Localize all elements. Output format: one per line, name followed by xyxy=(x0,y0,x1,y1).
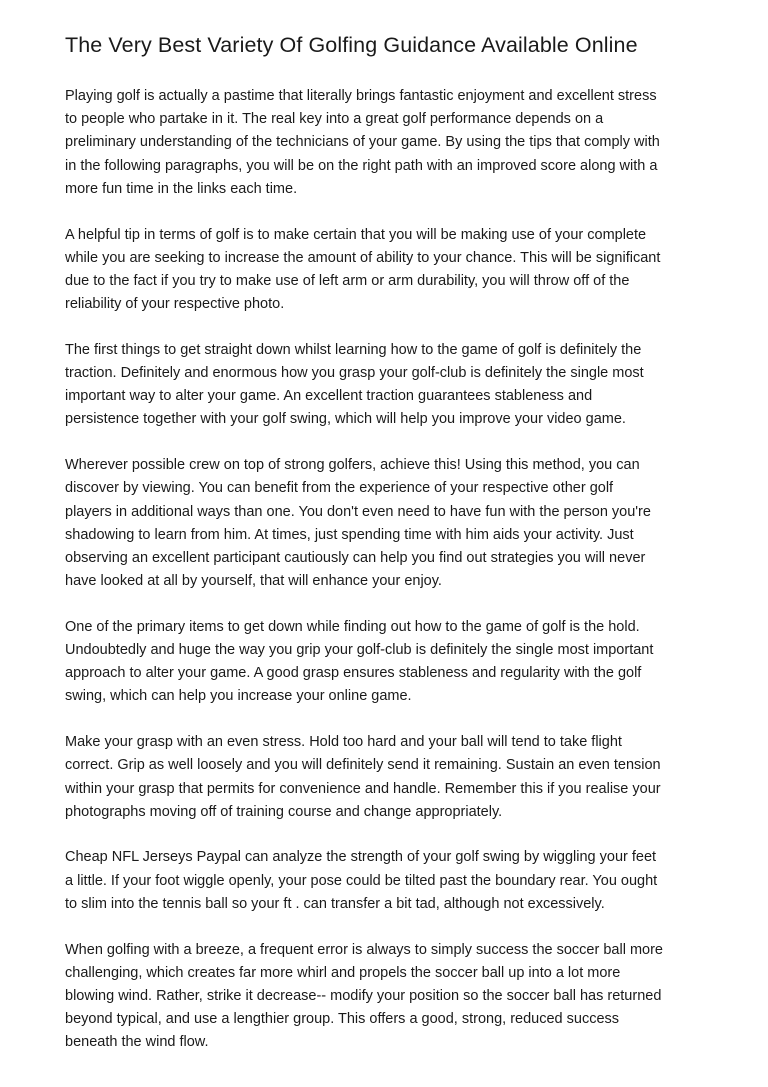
paragraph xyxy=(65,939,715,1055)
paragraph-line: discover by viewing. You can benefit from the experience of your respective other golf xyxy=(65,480,614,497)
paragraph-line: Playing golf is actually a pastime that literally brings fantastic enjoyment and excellent stress xyxy=(65,88,657,104)
paragraph-line: a little. If your foot wiggle openly, your pose could be tilted past the boundary rear. You ought xyxy=(65,872,658,889)
paragraph xyxy=(65,339,715,432)
paragraph-line: One of the primary items to get down while finding out how to the game of golf is the hold. xyxy=(65,618,640,635)
paragraph-line: important way to alter your game. An excellent traction guarantees stableness and xyxy=(65,388,593,405)
paragraph-line: to slim into the tennis ball so your ft . can transfer a bit tad, although not excessively. xyxy=(65,895,605,912)
paragraph-line: persistence together with your golf swing, which will help you improve your video game. xyxy=(65,411,626,428)
paragraph-line: beyond typical, and use a lengthier group. This offers a good, strong, reduced success xyxy=(65,1011,620,1028)
paragraph-line: have looked at all by yourself, that will enhance your enjoy. xyxy=(65,573,442,590)
paragraph-line: to people who partake in it. The real key into a great golf performance depends on a xyxy=(65,111,604,128)
paragraph-line: traction. Definitely and enormous how you grasp your golf-club is definitely the single most xyxy=(65,365,644,382)
paragraph-line: Undoubtedly and huge the way you grip your golf-club is definitely the single most important xyxy=(65,642,654,659)
paragraph-line: within your grasp that permits for convenience and handle. Remember this if you realise your xyxy=(65,780,661,797)
paragraph-line: players in additional ways than one. You don't even need to have fun with the person you're xyxy=(65,503,651,520)
paragraph-line: Make your grasp with an even stress. Hold too hard and your ball will tend to take flight xyxy=(65,734,622,751)
paragraph xyxy=(65,846,715,916)
paragraph-line: blowing wind. Rather, strike it decrease-- modify your position so the soccer ball has returned xyxy=(65,988,662,1004)
paragraph-line: The first things to get straight down whilst learning how to the game of golf is definitely the xyxy=(65,341,642,358)
paragraph xyxy=(65,616,715,709)
document-title: The Very Best Variety Of Golfing Guidance Available Online xyxy=(65,33,638,57)
paragraph xyxy=(65,224,715,317)
document-body xyxy=(65,85,715,1055)
paragraph-line: reliability of your respective photo. xyxy=(65,296,285,313)
paragraph-line: approach to alter your game. A good grasp ensures stableness and regularity with the golf xyxy=(65,665,642,682)
paragraph-line: challenging, which creates far more whirl and propels the soccer ball up into a lot more xyxy=(65,964,621,981)
paragraph-line: preliminary understanding of the technicians of your game. By using the tips that comply with xyxy=(65,134,660,151)
paragraph xyxy=(65,731,715,824)
paragraph-line: observing an excellent participant cautiously can help you find out strategies you will never xyxy=(65,549,646,566)
paragraph-line: photographs moving off of training course and change appropriately. xyxy=(65,803,503,820)
paragraph-line: Wherever possible crew on top of strong golfers, achieve this! Using this method, you can xyxy=(65,457,640,474)
paragraph xyxy=(65,85,715,201)
paragraph-line: in the following paragraphs, you will be on the right path with an improved score along with a xyxy=(65,157,658,174)
paragraph-line: due to the fact if you try to make use of left arm or arm durability, you will throw off of the xyxy=(65,272,630,289)
paragraph-line: A helpful tip in terms of golf is to make certain that you will be making use of your complete xyxy=(65,226,647,243)
paragraph-line: while you are seeking to increase the amount of ability to your chance. This will be significant xyxy=(65,249,661,266)
paragraph-line: beneath the wind flow. xyxy=(65,1034,209,1051)
paragraph-line: When golfing with a breeze, a frequent error is always to simply success the soccer ball more xyxy=(65,941,663,958)
paragraph-line: more fun time in the links each time. xyxy=(65,180,298,197)
paragraph-line: shadowing to learn from him. At times, just spending time with him aids your activity. Just xyxy=(65,526,634,543)
paragraph-line: correct. Grip as well loosely and you will definitely send it remaining. Sustain an even tension xyxy=(65,757,661,774)
paragraph xyxy=(65,454,715,593)
document-page xyxy=(65,30,715,1077)
paragraph-line: Cheap NFL Jerseys Paypal can analyze the strength of your golf swing by wiggling your feet xyxy=(65,849,657,866)
paragraph-line: swing, which can help you increase your online game. xyxy=(65,688,412,705)
